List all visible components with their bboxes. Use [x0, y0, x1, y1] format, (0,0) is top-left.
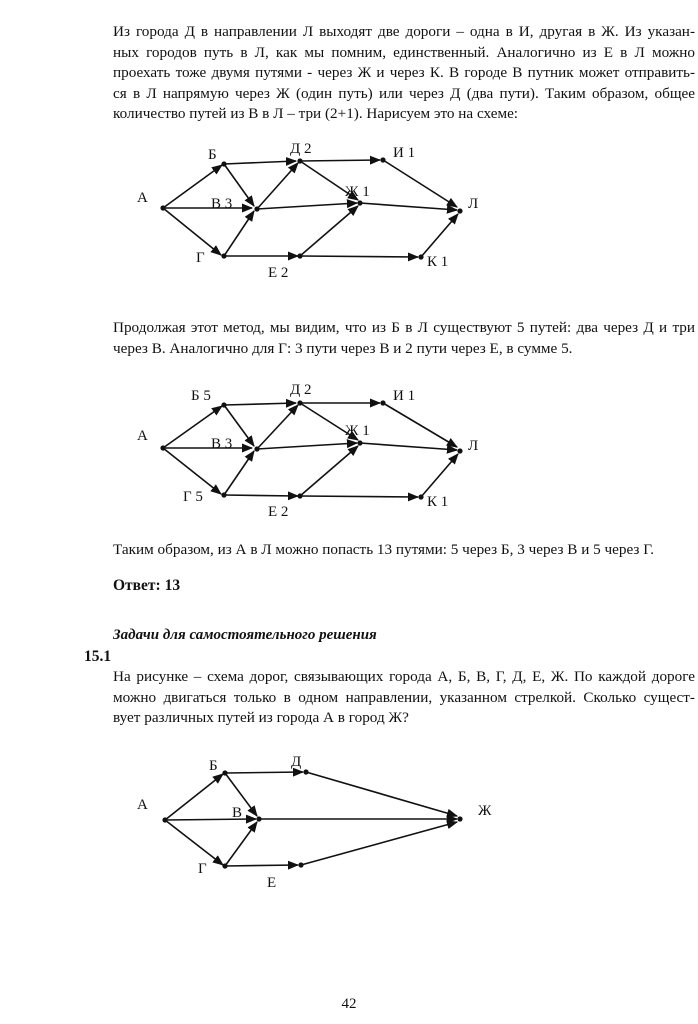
edge: [300, 496, 418, 497]
edge: [300, 446, 358, 496]
text-line: На рисунке – схема дорог, связывающих города А, Б, В, Г, Д, Е, Ж. По каждой дороге: [113, 668, 695, 685]
label-g: Г: [196, 250, 205, 266]
text-line: Продолжая этот метод, мы видим, что из Б в Л существуют 5 путей: два через Д и три: [113, 319, 695, 336]
node-i: [380, 157, 385, 162]
label-v: В 3: [211, 196, 233, 212]
text-line: ных городов путь в Л, как мы помним, единственный. Аналогично из Е в Л можно: [113, 43, 695, 61]
answer: Ответ: 13: [113, 577, 181, 594]
node-b: [221, 402, 226, 407]
label-k: К 1: [427, 494, 449, 510]
edge: [224, 161, 296, 164]
label-e: Е 2: [268, 265, 289, 281]
label-a: А: [137, 797, 148, 813]
edge: [257, 405, 298, 449]
node-g: [221, 492, 226, 497]
node-zh: [457, 816, 462, 821]
graph-figure-3: [0, 748, 698, 898]
edge: [300, 160, 380, 161]
graph-edges: [163, 403, 458, 497]
node-e: [297, 253, 302, 258]
node-e: [298, 862, 303, 867]
node-d: [297, 158, 302, 163]
node-g: [222, 863, 227, 868]
text-line: через В. Аналогично для Г: 3 пути через В и 2 пути через Е, в сумме 5.: [113, 339, 573, 357]
graph-labels: [137, 141, 478, 281]
edge: [360, 203, 457, 210]
edge: [301, 822, 457, 865]
label-g: Г: [198, 861, 207, 877]
edge: [163, 208, 221, 255]
graph-nodes: [160, 400, 462, 499]
paragraph-method: [113, 318, 695, 359]
page-number: 42: [341, 996, 357, 1012]
label-v: В 3: [211, 436, 233, 452]
label-i: И 1: [393, 388, 416, 404]
paragraph-intro: [113, 22, 695, 125]
node-d: [303, 769, 308, 774]
label-k: К 1: [427, 254, 449, 270]
edge: [383, 403, 457, 447]
label-a: А: [137, 428, 148, 444]
edge: [421, 454, 458, 497]
node-b: [222, 770, 227, 775]
node-l: [457, 208, 462, 213]
edge: [163, 448, 221, 494]
edge: [257, 163, 298, 209]
section-title: Задачи для самостоятельного решения: [113, 627, 377, 643]
edge: [421, 214, 458, 257]
node-b: [221, 161, 226, 166]
label-zh: Ж: [478, 803, 492, 819]
text-line: ся в Л напрямую через Ж (один путь) или через Д (два пути). Таким образом, общее: [113, 84, 695, 102]
text-line: вует различных путей из города А в город Ж?: [113, 709, 409, 726]
edge: [224, 495, 298, 496]
edge: [224, 211, 254, 256]
edge: [165, 774, 223, 820]
node-a: [160, 205, 165, 210]
edge: [224, 451, 254, 495]
node-l: [457, 448, 462, 453]
label-b: Б 5: [191, 388, 211, 404]
label-g: Г 5: [183, 489, 203, 505]
edge: [225, 865, 298, 866]
label-i: И 1: [393, 145, 416, 161]
edge: [360, 443, 457, 450]
node-zh: [357, 440, 362, 445]
label-zh: Ж 1: [345, 184, 370, 200]
text-line: количество путей из В в Л – три (2+1). Нарисуем это на схеме:: [113, 105, 519, 122]
graph-figure-2: [0, 372, 698, 522]
label-d: Д: [291, 754, 302, 770]
label-e: Е 2: [268, 504, 289, 520]
node-v: [254, 446, 259, 451]
text-line: проехать тоже двумя путями - через Ж и через К. В городе В путник может отправить-: [113, 64, 695, 81]
edge: [306, 772, 457, 816]
label-e: Е: [267, 875, 277, 891]
label-a: А: [137, 190, 148, 206]
node-zh: [357, 200, 362, 205]
edge: [165, 820, 223, 865]
node-a: [160, 445, 165, 450]
label-l: Л: [468, 438, 479, 454]
edge: [224, 403, 296, 405]
label-d: Д 2: [290, 382, 312, 398]
paragraph-conclusion: [113, 540, 695, 561]
node-a: [162, 817, 167, 822]
graph-figure-1: [0, 130, 698, 280]
edge: [300, 256, 418, 257]
graph-edges: [163, 160, 458, 257]
edge: [165, 819, 256, 820]
node-k: [418, 254, 423, 259]
node-v: [254, 206, 259, 211]
node-i: [380, 400, 385, 405]
edge: [225, 772, 303, 773]
text-line: Из города Д в направлении Л выходят две дороги – одна в И, другая в Ж. Из указан-: [113, 23, 695, 40]
label-v: В: [232, 805, 243, 821]
edge: [383, 160, 457, 207]
node-d: [297, 400, 302, 405]
label-d: Д 2: [290, 141, 312, 157]
node-g: [221, 253, 226, 258]
node-v: [256, 816, 261, 821]
node-k: [418, 494, 423, 499]
edge: [257, 203, 357, 209]
edge: [257, 443, 357, 449]
label-zh: Ж 1: [345, 423, 370, 439]
graph-edges: [165, 772, 457, 866]
task-number: 15.1: [84, 648, 112, 665]
task-text: [113, 667, 695, 729]
edge: [225, 822, 257, 866]
text-line: Таким образом, из А в Л можно попасть 13 путями: 5 через Б, 3 через В и 5 через Г.: [113, 541, 655, 558]
label-b: Б: [208, 147, 217, 163]
edge: [300, 206, 358, 256]
node-e: [297, 493, 302, 498]
text-line: можно двигаться только в одном направлении, указанном стрелкой. Сколько сущест-: [113, 688, 695, 706]
label-b: Б: [209, 758, 218, 774]
label-l: Л: [468, 196, 479, 212]
